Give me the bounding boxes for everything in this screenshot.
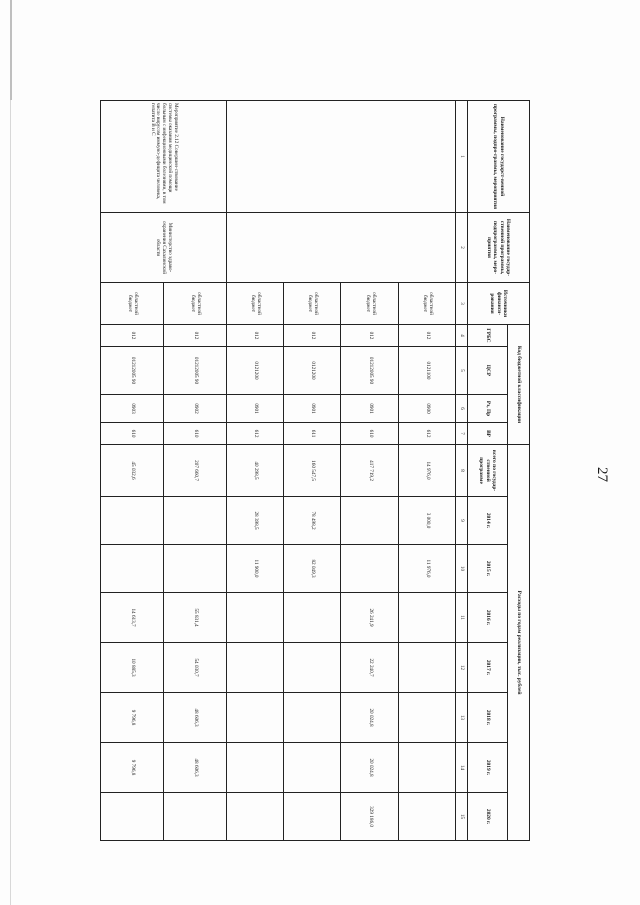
y2017-cell: 22 240,7 xyxy=(341,643,398,693)
header-2016: 2016 г. xyxy=(468,593,508,643)
y2016-cell: 55 831,4 xyxy=(163,593,226,643)
y2019-cell: 20 024,8 xyxy=(341,743,398,793)
empty-name-cell xyxy=(226,101,455,213)
empty-executor-cell xyxy=(226,213,455,283)
y2019-cell xyxy=(226,743,283,793)
grbs-cell: 012 xyxy=(284,325,341,347)
rzpr-cell: 0903 xyxy=(101,395,164,423)
csr-cell: 0121200 xyxy=(226,347,283,395)
y2019-cell xyxy=(284,743,341,793)
header-budget-code: Код бюджетной классификации xyxy=(508,325,530,445)
y2015-cell: 11 900,0 xyxy=(226,545,283,593)
total-cell: 45 032,6 xyxy=(101,445,164,497)
source-cell: областной бюджет xyxy=(226,283,283,325)
col-number: 5 xyxy=(456,347,468,395)
csr-cell: 01212005 90 xyxy=(163,347,226,395)
total-cell: 40 298,5 xyxy=(226,445,283,497)
grbs-cell: 012 xyxy=(101,325,164,347)
grbs-cell: 012 xyxy=(398,325,455,347)
grbs-cell: 012 xyxy=(163,325,226,347)
csr-cell: 0121200 xyxy=(284,347,341,395)
csr-cell: 01212005 90 xyxy=(341,347,398,395)
y2020-cell xyxy=(101,793,164,841)
col-number: 4 xyxy=(456,325,468,347)
y2018-cell: 48 606,3 xyxy=(163,693,226,743)
y2017-cell: 54 030,7 xyxy=(163,643,226,693)
y2018-cell: 9 796,8 xyxy=(101,693,164,743)
source-cell: областной бюджет xyxy=(341,283,398,325)
col-number: 3 xyxy=(456,283,468,325)
col-number: 10 xyxy=(456,545,468,593)
header-2020: 2020 г. xyxy=(468,793,508,841)
page-number: 27 xyxy=(594,467,610,482)
grbs-cell: 012 xyxy=(226,325,283,347)
col-number: 7 xyxy=(456,423,468,445)
source-cell: областной бюджет xyxy=(398,283,455,325)
total-cell: 417 719,2 xyxy=(341,445,398,497)
header-2018: 2018 г. xyxy=(468,693,508,743)
y2018-cell: 20 024,8 xyxy=(341,693,398,743)
source-cell: областной бюджет xyxy=(284,283,341,325)
y2014-cell: 78 498,2 xyxy=(284,497,341,545)
y2017-cell: 10 885,3 xyxy=(101,643,164,693)
col-number: 11 xyxy=(456,593,468,643)
rzpr-cell: 0901 xyxy=(226,395,283,423)
header-source: Источники финанси-рования xyxy=(468,283,530,325)
header-2017: 2017 г. xyxy=(468,643,508,693)
col-number: 12 xyxy=(456,643,468,693)
y2018-cell xyxy=(284,693,341,743)
rzpr-cell: 0901 xyxy=(284,395,341,423)
y2019-cell: 9 796,8 xyxy=(101,743,164,793)
grbs-cell: 012 xyxy=(341,325,398,347)
source-cell: областной бюджет xyxy=(101,283,164,325)
header-grbs: ГРБС xyxy=(468,325,508,347)
y2017-cell xyxy=(226,643,283,693)
header-total: всего по государ-ственной программе xyxy=(468,445,508,497)
y2020-cell: 329 186,0 xyxy=(341,793,398,841)
col-number: 2 xyxy=(456,213,468,283)
y2014-cell xyxy=(101,497,164,545)
col-number: 9 xyxy=(456,497,468,545)
vr-cell: 610 xyxy=(163,423,226,445)
rotated-table-frame xyxy=(100,100,530,840)
vr-cell: 610 xyxy=(101,423,164,445)
rzpr-cell: 0902 xyxy=(163,395,226,423)
col-number: 13 xyxy=(456,693,468,743)
y2015-cell: 11 976,0 xyxy=(398,545,455,593)
column-number-row xyxy=(456,101,468,841)
csr-cell: 01212005 90 xyxy=(101,347,164,395)
y2019-cell xyxy=(398,743,455,793)
header-2015: 2015 г. xyxy=(468,545,508,593)
rzpr-cell: 0900 xyxy=(398,395,455,423)
scan-margin-line xyxy=(10,0,11,905)
y2020-cell xyxy=(284,793,341,841)
vr-cell: 612 xyxy=(226,423,283,445)
col-number: 6 xyxy=(456,395,468,423)
vr-cell: 612 xyxy=(398,423,455,445)
y2017-cell xyxy=(284,643,341,693)
measure-name-cell: Мероприятие 2.12 Совершен-ствование системы оказания медицинской помощи больным с инфекционными болезнями, в том числе вирусом иммуно-дефицита человека, гепатита В и С xyxy=(101,101,227,213)
y2020-cell xyxy=(398,793,455,841)
scan-margin-mark xyxy=(10,0,12,100)
total-cell: 160 547,5 xyxy=(284,445,341,497)
source-cell: областной бюджет xyxy=(163,283,226,325)
executor-cell: Министерство здраво-охранения Сахалинской области xyxy=(101,213,227,283)
y2014-cell xyxy=(163,497,226,545)
y2016-cell: 14 613,7 xyxy=(101,593,164,643)
table-row xyxy=(163,101,226,841)
header-expenses: Расходы по годам реализации, тыс. рублей xyxy=(508,445,530,841)
total-cell: 207 660,7 xyxy=(163,445,226,497)
col-number: 14 xyxy=(456,743,468,793)
y2014-cell: 3 000,0 xyxy=(398,497,455,545)
y2015-cell xyxy=(101,545,164,593)
y2015-cell xyxy=(163,545,226,593)
y2016-cell xyxy=(226,593,283,643)
y2020-cell xyxy=(163,793,226,841)
header-name: Наименование государст-венной программы, подпро-граммы, мероприятия xyxy=(468,101,530,213)
y2020-cell xyxy=(226,793,283,841)
y2018-cell xyxy=(226,693,283,743)
header-vr: ВР xyxy=(468,423,508,445)
y2016-cell xyxy=(284,593,341,643)
col-number: 1 xyxy=(456,101,468,213)
vr-cell: 610 xyxy=(341,423,398,445)
header-rzpr: Рз, Пр xyxy=(468,395,508,423)
csr-cell: 0121100 xyxy=(398,347,455,395)
header-csr: ЦСР xyxy=(468,347,508,395)
y2014-cell: 28 398,5 xyxy=(226,497,283,545)
table-row xyxy=(398,101,455,841)
total-cell: 14 976,0 xyxy=(398,445,455,497)
col-number: 8 xyxy=(456,445,468,497)
header-2014: 2014 г. xyxy=(468,497,508,545)
rotated-table-content xyxy=(100,100,530,840)
y2014-cell xyxy=(341,497,398,545)
y2019-cell: 48 606,3 xyxy=(163,743,226,793)
header-2019: 2019 г. xyxy=(468,743,508,793)
header-executor: Наименование государ-ственной программы, подпрограммы, меро-приятия xyxy=(468,213,530,283)
y2016-cell: 26 241,9 xyxy=(341,593,398,643)
y2015-cell: 82 049,3 xyxy=(284,545,341,593)
vr-cell: 611 xyxy=(284,423,341,445)
y2017-cell xyxy=(398,643,455,693)
y2016-cell xyxy=(398,593,455,643)
budget-table xyxy=(100,100,530,841)
y2018-cell xyxy=(398,693,455,743)
rzpr-cell: 0901 xyxy=(341,395,398,423)
col-number: 15 xyxy=(456,793,468,841)
y2015-cell xyxy=(341,545,398,593)
